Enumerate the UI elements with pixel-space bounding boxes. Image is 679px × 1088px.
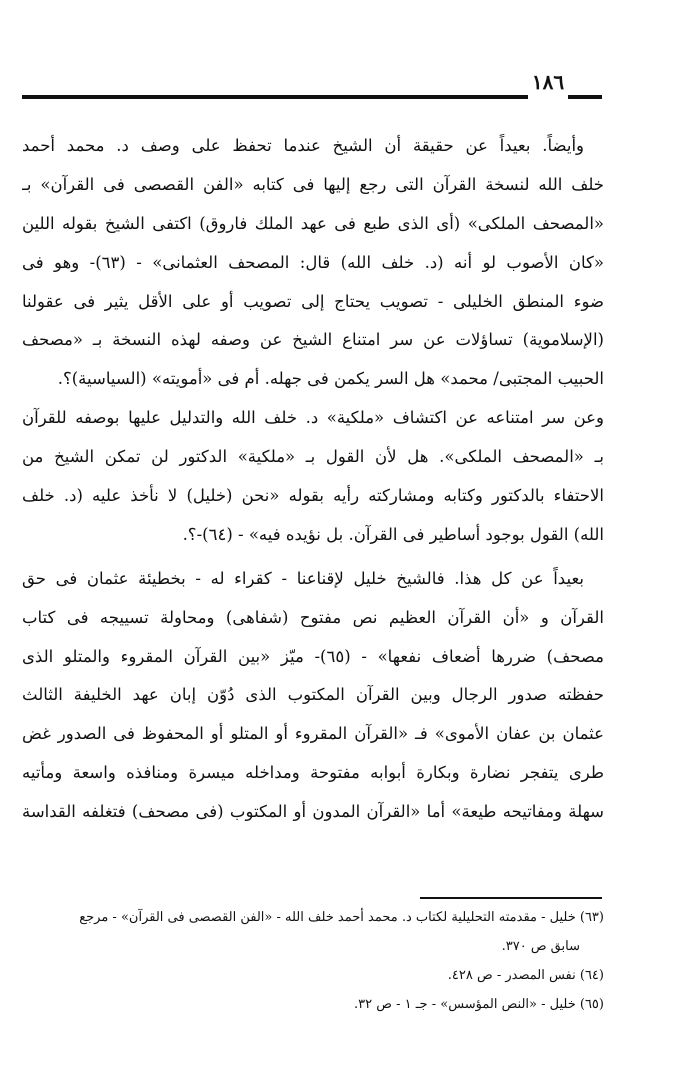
- text-line: طرى يتفجر نضارة وبكارة أبوابه مفتوحة ومداخله ميسرة ومنافذه واسعة ومأتيه: [22, 763, 604, 783]
- header-rule-left: [22, 95, 528, 99]
- text-line: سهلة ومفاتيحه طيعة» أما «القرآن المدون أو المكتوب (فى مصحف) فتغلفه القداسة: [22, 802, 604, 822]
- text-line: الحبيب المجتبى/ محمد» هل السر يكمن فى جهله. أم فى «أمويته» (السياسية)؟.: [57, 369, 604, 389]
- footnote-rule: [420, 897, 602, 899]
- text-line: عثمان بن عفان الأموى» فـ «القرآن المقروء أو المتلو أو المحفوظ فى الصدور غض: [22, 724, 604, 744]
- text-line: مصحف) ضررها أضعاف نفعها» - (٦٥)- ميّز «بين القرآن المقروء والمتلو الذى: [22, 646, 604, 666]
- text-line: بـ «المصحف الملكى». هل لأن القول بـ «ملكية» الدكتور لن تمكن الشيخ من: [22, 447, 604, 467]
- text-line: «كان الأصوب لو أنه (د. خلف الله) قال: المصحف العثمانى» - (٦٣)- وهو فى: [22, 252, 604, 272]
- footnotes: [22, 903, 604, 1019]
- text-line: القرآن و «أن القرآن العظيم نص مفتوح (شفاهى) ومحاولة تسييجه فى كتاب: [22, 607, 604, 627]
- header-rule-right: [568, 95, 602, 99]
- page-number: ١٨٦: [531, 70, 565, 94]
- text-line: (الإسلاموية) تساؤلات عن سر امتناع الشيخ عن وصفه لهذه النسخة بـ «مصحف: [22, 330, 604, 350]
- footnote-63: (٦٣) خليل - مقدمته التحليلية لكتاب د. محمد أحمد خلف الله - «الفن القصصى فى القرآن» - مرجع: [79, 910, 604, 925]
- text-line: بعيداً عن كل هذا. فالشيخ خليل لإقناعنا - كقراء له - بخطيئة عثمان فى حق: [22, 568, 584, 588]
- text-line: وأيضاً. بعيداً عن حقيقة أن الشيخ عندما تحفظ على وصف د. محمد أحمد: [22, 136, 584, 155]
- text-line: ضوء المنطق الخليلى - تصويب يحتاج إلى تصويب أو على الأقل يثير فى عقولنا: [22, 291, 604, 311]
- text-line: «المصحف الملكى» (أى الذى طبع فى عهد الملك فاروق) اكتفى الشيخ بقوله اللين: [22, 213, 604, 233]
- text-line: الاحتفاء بالدكتور وكتابه ومشاركته رأيه بقوله «نحن (خليل) لا نأخذ عليه (د. خلف: [22, 486, 604, 506]
- body-text: [22, 127, 604, 832]
- text-line: حفظته صدور الرجال وبين القرآن المكتوب الذى دُوّن إبان عهد الخليفة الثالث: [22, 685, 604, 705]
- footnote-63-continued: سابق ص ٣٧٠.: [501, 939, 580, 954]
- text-line: الله) القول بوجود أساطير فى القرآن. بل نؤيده فيه» - (٦٤)-؟.: [182, 524, 604, 544]
- text-line: خلف الله لنسخة القرآن التى رجع إليها فى كتابه «الفن القصصى فى القرآن» بـ: [22, 174, 604, 194]
- footnote-64: (٦٤) نفس المصدر - ص ٤٢٨.: [447, 968, 604, 983]
- footnote-65: (٦٥) خليل - «النص المؤسس» - جـ ١ - ص ٣٢.: [354, 997, 604, 1012]
- text-line: وعن سر امتناعه عن اكتشاف «ملكية» د. خلف الله والتدليل عليها بوصفه للقرآن: [22, 408, 604, 428]
